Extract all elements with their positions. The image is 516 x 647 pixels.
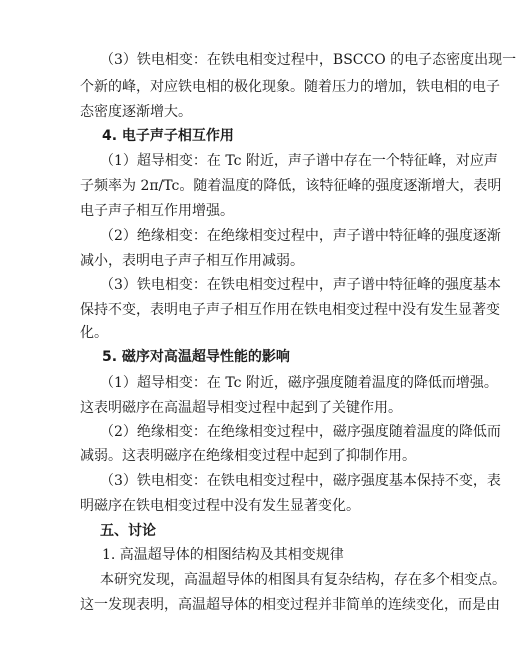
paragraph-line: 减小，表明电子声子相互作用减弱。 bbox=[80, 253, 304, 269]
paragraph-line: 电子声子相互作用增强。 bbox=[80, 203, 234, 219]
paragraph-line: 这一发现表明，高温超导体的相变过程并非简单的连续变化，而是由 bbox=[80, 597, 500, 613]
paragraph-line: 子频率为 2π/Tc。随着温度的降低，该特征峰的强度逐渐增大，表明 bbox=[80, 178, 502, 194]
paragraph-line: 这表明磁序在高温超导相变过程中起到了关键作用。 bbox=[80, 400, 402, 416]
paragraph-line: （3）铁电相变：在铁电相变过程中，BSCCO 的电子态密度出现一 bbox=[100, 52, 516, 68]
section-heading: 4. 电子声子相互作用 bbox=[102, 128, 234, 144]
paragraph-line: （2）绝缘相变：在绝缘相变过程中，声子谱中特征峰的强度逐渐 bbox=[100, 228, 501, 244]
paragraph-line: 保持不变，表明电子声子相互作用在铁电相变过程中没有发生显著变 bbox=[80, 302, 500, 318]
paragraph-line: （3）铁电相变：在铁电相变过程中，声子谱中特征峰的强度基本 bbox=[100, 277, 501, 293]
paragraph-line: 减弱。这表明磁序在绝缘相变过程中起到了抑制作用。 bbox=[80, 448, 416, 464]
section-heading: 1. 高温超导体的相图结构及其相变规律 bbox=[102, 547, 344, 563]
paragraph-line: （3）铁电相变：在铁电相变过程中，磁序强度基本保持不变，表 bbox=[100, 473, 501, 489]
paragraph-line: 化。 bbox=[80, 325, 108, 341]
paragraph-line: （1）超导相变：在 Tc 附近，磁序强度随着温度的降低而增强。 bbox=[100, 375, 498, 391]
paragraph-line: （2）绝缘相变：在绝缘相变过程中，磁序强度随着温度的降低而 bbox=[100, 424, 501, 440]
paragraph-line: （1）超导相变：在 Tc 附近，声子谱中存在一个特征峰，对应声 bbox=[100, 153, 498, 169]
paragraph-line: 态密度逐渐增大。 bbox=[80, 104, 192, 120]
section-heading: 5. 磁序对高温超导性能的影响 bbox=[102, 349, 290, 365]
paragraph-line: 个新的峰，对应铁电相的极化现象。随着压力的增加，铁电相的电子 bbox=[80, 79, 500, 95]
paragraph-line: 本研究发现，高温超导体的相图具有复杂结构，存在多个相变点。 bbox=[100, 572, 506, 588]
chapter-heading: 五、讨论 bbox=[100, 523, 156, 539]
paragraph-line: 明磁序在铁电相变过程中没有发生显著变化。 bbox=[80, 498, 360, 514]
